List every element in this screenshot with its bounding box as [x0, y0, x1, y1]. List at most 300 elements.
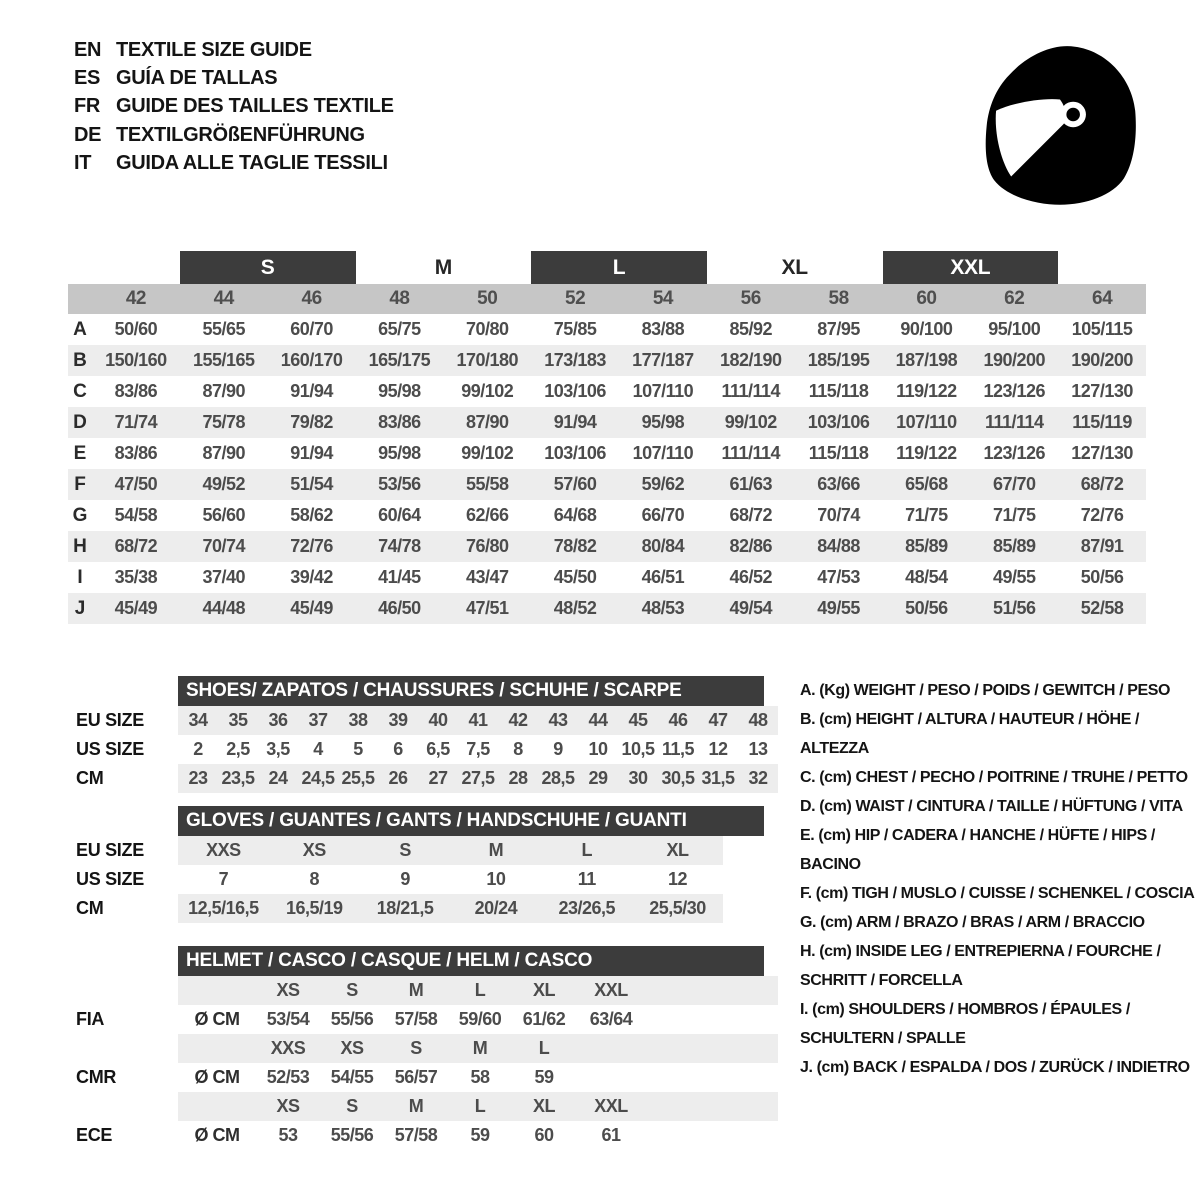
certification-label: FIA	[76, 1009, 105, 1029]
size-value: 160/170	[280, 350, 343, 370]
language-code: IT	[74, 152, 92, 175]
size-label: S	[346, 980, 358, 1000]
size-value: 79/82	[290, 412, 333, 432]
legend-entry: C. (cm) CHEST / PECHO / POITRINE / TRUHE / PETTO	[800, 769, 1188, 786]
size-value: 60	[534, 1125, 554, 1145]
size-value: 85/89	[992, 536, 1036, 556]
measurement-row-b	[68, 345, 1146, 376]
size-value: 6	[393, 739, 403, 759]
size-number-row	[68, 284, 1146, 314]
size-value: 68/72	[1080, 474, 1124, 494]
size-value: 28,5	[541, 768, 575, 788]
size-value: 64/68	[553, 505, 597, 525]
legend-entry: A. (Kg) WEIGHT / PESO / POIDS / GEWITCH / PESO	[800, 682, 1171, 699]
measurement-row-h	[68, 531, 1146, 562]
size-value: 103/106	[544, 443, 606, 463]
size-value: 103/106	[544, 381, 606, 401]
size-value: 27,5	[461, 768, 495, 788]
size-value: 27	[428, 768, 448, 788]
row-label: EU SIZE	[76, 840, 144, 860]
size-band-m: M	[434, 255, 452, 279]
measurement-row-a	[68, 314, 1146, 345]
title-line	[74, 150, 394, 178]
size-label: XL	[532, 980, 555, 1000]
size-value: 87/90	[202, 381, 246, 401]
table-row	[76, 764, 778, 793]
size-value: 177/187	[632, 350, 694, 370]
size-value: 6,5	[426, 739, 450, 759]
size-value: 107/110	[896, 412, 957, 432]
row-label	[76, 976, 178, 1005]
size-value: 32	[748, 768, 768, 788]
size-value: 51/56	[992, 598, 1036, 618]
size-value: 44/48	[202, 598, 246, 618]
size-value: 150/160	[105, 350, 167, 370]
size-label: L	[474, 1096, 486, 1116]
size-value: 85/89	[905, 536, 948, 556]
row-cells	[178, 1063, 778, 1092]
legend-entry: J. (cm) BACK / ESPALDA / DOS / ZURÜCK / INDIETRO	[800, 1059, 1190, 1076]
size-value: 23/26,5	[558, 898, 615, 918]
size-value: 3,5	[266, 739, 290, 759]
table-row	[76, 706, 778, 735]
corner-cell	[68, 284, 92, 314]
size-value: 2,5	[226, 739, 250, 759]
size-value: 47/50	[114, 474, 158, 494]
size-value: 25,5	[341, 768, 375, 788]
size-value: 87/90	[202, 443, 246, 463]
size-value: 127/130	[1071, 443, 1133, 463]
row-cells	[178, 976, 778, 1005]
size-value: 75/85	[553, 319, 597, 339]
size-value: 45/49	[290, 598, 333, 618]
row-letter: F	[74, 473, 86, 495]
row-label	[76, 1092, 178, 1121]
size-label: XXS	[270, 1038, 306, 1058]
size-value: 7	[218, 869, 229, 889]
size-value: 47/51	[465, 598, 509, 618]
size-value: 52/53	[266, 1067, 310, 1087]
size-value: M	[488, 840, 504, 860]
size-value: 43/47	[465, 567, 509, 587]
row-label: US SIZE	[76, 739, 144, 759]
size-value: 70/80	[465, 319, 509, 339]
size-column-header: 60	[916, 288, 937, 309]
size-value: 87/95	[817, 319, 860, 339]
row-cells	[178, 836, 723, 865]
size-value: 39	[388, 710, 408, 730]
size-value: 56/60	[202, 505, 246, 525]
size-value: 37	[308, 710, 328, 730]
size-value: 39/42	[290, 567, 333, 587]
size-value: 45	[628, 710, 648, 730]
size-value: 87/90	[465, 412, 509, 432]
size-value: 67/70	[992, 474, 1036, 494]
apparel-size-rows	[68, 314, 1146, 624]
title-line	[74, 36, 394, 64]
row-cells	[178, 865, 723, 894]
size-value: XL	[666, 840, 689, 860]
size-label: XS	[276, 1096, 300, 1116]
size-value: 71/74	[114, 412, 158, 432]
size-value: 4	[313, 739, 323, 759]
size-band-l: L	[531, 251, 707, 284]
size-value: 61	[601, 1125, 621, 1145]
size-value: 53/56	[378, 474, 421, 494]
size-value: 7,5	[466, 739, 490, 759]
size-value: 44	[588, 710, 608, 730]
row-label: CM	[76, 768, 104, 788]
size-value: 83/86	[114, 381, 158, 401]
row-cells	[178, 1092, 778, 1121]
size-value: 78/82	[553, 536, 597, 556]
size-value: 12	[668, 869, 688, 889]
size-value: 5	[353, 739, 363, 759]
shoes-size-table	[76, 676, 778, 793]
size-value: 9	[553, 739, 563, 759]
size-value: 119/122	[896, 443, 957, 463]
size-value: 41	[468, 710, 488, 730]
size-value: 83/88	[641, 319, 685, 339]
size-value: 10,5	[621, 739, 655, 759]
row-cells	[178, 764, 778, 793]
size-value: 115/118	[808, 443, 869, 463]
size-value: 111/114	[984, 412, 1044, 432]
title-line	[74, 121, 394, 149]
size-value: 82/86	[729, 536, 773, 556]
measurement-row-d	[68, 407, 1146, 438]
size-value: 59/60	[458, 1009, 502, 1029]
size-column-header: 52	[565, 288, 586, 309]
size-value: 155/165	[192, 350, 255, 370]
size-value: 70/74	[817, 505, 860, 525]
size-value: 75/78	[202, 412, 246, 432]
size-value: 58/62	[290, 505, 333, 525]
row-cells	[178, 735, 778, 764]
size-value: 59	[470, 1125, 490, 1145]
size-value: 47/53	[817, 567, 860, 587]
size-value: 68/72	[729, 505, 773, 525]
size-value: 49/55	[817, 598, 860, 618]
row-label: CM	[76, 898, 104, 918]
size-value: 111/114	[721, 381, 781, 401]
size-value: 90/100	[900, 319, 953, 339]
table-row	[76, 894, 778, 923]
size-value: 190/200	[1071, 350, 1133, 370]
size-value: 43	[548, 710, 568, 730]
title-language-list	[74, 36, 394, 178]
size-column-header: 56	[740, 288, 761, 309]
size-column-header: 42	[125, 288, 146, 309]
size-value: 55/56	[330, 1009, 374, 1029]
legend-entry: G. (cm) ARM / BRAZO / BRAS / ARM / BRACCIO	[800, 914, 1145, 931]
size-value: 63/66	[817, 474, 860, 494]
size-value: 45/49	[114, 598, 158, 618]
size-value: 13	[748, 739, 768, 759]
size-value: 65/75	[378, 319, 421, 339]
size-band-xl: XL	[781, 255, 808, 279]
measurement-legend	[800, 676, 1200, 1082]
size-value: 60/70	[290, 319, 333, 339]
size-value: 12	[708, 739, 728, 759]
size-band-row	[68, 251, 1146, 284]
size-value: 10	[486, 869, 506, 889]
size-label: M	[408, 1096, 424, 1116]
table-row	[76, 865, 778, 894]
size-value: 91/94	[553, 412, 597, 432]
size-label: XS	[340, 1038, 364, 1058]
row-letter: E	[73, 442, 87, 464]
size-column-header: 64	[1092, 288, 1113, 309]
legend-entry: F. (cm) TIGH / MUSLO / CUISSE / SCHENKEL / COSCIA	[800, 885, 1195, 902]
size-value: 37/40	[202, 567, 246, 587]
size-value: 87/91	[1080, 536, 1124, 556]
size-value: 9	[400, 869, 410, 889]
size-value: 50/60	[114, 319, 158, 339]
size-value: 59/62	[641, 474, 685, 494]
table-row	[76, 735, 778, 764]
size-value: 45/50	[553, 567, 597, 587]
unit-label: Ø CM	[194, 1009, 240, 1029]
size-value: 65/68	[905, 474, 948, 494]
size-value: 95/98	[641, 412, 685, 432]
measurement-row-i	[68, 562, 1146, 593]
size-value: 31,5	[701, 768, 735, 788]
size-value: 61/62	[522, 1009, 566, 1029]
size-value: 70/74	[202, 536, 246, 556]
size-value: 127/130	[1071, 381, 1133, 401]
row-cells	[178, 1034, 778, 1063]
row-letter: J	[74, 597, 86, 619]
size-label: S	[410, 1038, 422, 1058]
size-value: 11	[577, 869, 596, 889]
title-text: TEXTILE SIZE GUIDE	[116, 38, 312, 61]
size-value: 57/58	[394, 1009, 438, 1029]
size-value: 38	[348, 710, 368, 730]
size-value: 41/45	[378, 567, 421, 587]
title-line	[74, 64, 394, 92]
helmet-sizes-row	[76, 976, 778, 1005]
size-value: 54/58	[114, 505, 158, 525]
size-value: 61/63	[729, 474, 773, 494]
size-value: 46	[668, 710, 688, 730]
measurement-row-e	[68, 438, 1146, 469]
size-value: 20/24	[474, 898, 518, 918]
size-value: 107/110	[632, 381, 694, 401]
size-value: 95/100	[988, 319, 1041, 339]
helmet-sizes-row	[76, 1034, 778, 1063]
size-value: 12,5/16,5	[188, 898, 259, 918]
size-column-header: 44	[213, 288, 234, 309]
row-letter: B	[73, 349, 87, 371]
size-label: M	[472, 1038, 488, 1058]
measurement-row-f	[68, 469, 1146, 500]
size-value: 111/114	[721, 443, 781, 463]
size-value: 8	[513, 739, 523, 759]
size-value: 53	[278, 1125, 298, 1145]
size-value: 123/126	[983, 381, 1046, 401]
helmet-table-header: HELMET / CASCO / CASQUE / HELM / CASCO	[178, 946, 764, 976]
size-value: 34	[188, 710, 208, 730]
size-label: XL	[532, 1096, 555, 1116]
shoes-table-header: SHOES/ ZAPATOS / CHAUSSURES / SCHUHE / SCARPE	[178, 676, 764, 706]
size-value: 36	[268, 710, 288, 730]
helmet-size-table	[76, 946, 778, 1150]
size-value: 50/56	[1080, 567, 1124, 587]
row-label	[76, 1034, 178, 1063]
title-text: GUÍA DE TALLAS	[116, 67, 278, 90]
size-value: 29	[588, 768, 608, 788]
language-code: EN	[74, 38, 102, 61]
size-value: 11,5	[661, 739, 695, 759]
size-band-s: S	[180, 251, 356, 284]
table-row	[76, 836, 778, 865]
gloves-size-table	[76, 806, 778, 923]
racing-helmet-icon	[966, 28, 1154, 216]
measurement-row-g	[68, 500, 1146, 531]
size-value: 10	[588, 739, 608, 759]
size-value: 42	[508, 710, 528, 730]
certification-label: ECE	[76, 1125, 113, 1145]
size-value: 76/80	[465, 536, 509, 556]
row-label: US SIZE	[76, 869, 144, 889]
size-value: 66/70	[641, 505, 685, 525]
size-value: L	[581, 840, 592, 860]
size-value: 49/52	[202, 474, 246, 494]
size-value: 18/21,5	[376, 898, 434, 918]
size-value: 95/98	[378, 443, 421, 463]
size-value: 95/98	[378, 381, 421, 401]
measurement-row-c	[68, 376, 1146, 407]
size-value: S	[399, 840, 411, 860]
legend-entry: I. (cm) SHOULDERS / HOMBROS / ÉPAULES / SCHULTERN / SPALLE	[800, 1001, 1130, 1047]
size-value: 56/57	[394, 1067, 438, 1087]
size-value: 99/102	[461, 381, 514, 401]
size-value: 72/76	[290, 536, 333, 556]
size-value: 68/72	[114, 536, 158, 556]
helmet-values-row	[76, 1005, 778, 1034]
size-value: 47	[708, 710, 728, 730]
size-value: 119/122	[896, 381, 957, 401]
size-value: 54/55	[330, 1067, 374, 1087]
unit-label: Ø CM	[194, 1067, 240, 1087]
size-column-header: 48	[389, 288, 410, 309]
apparel-size-table	[68, 251, 1146, 624]
size-value: 103/106	[807, 412, 870, 432]
size-value: 91/94	[290, 381, 333, 401]
size-value: 49/55	[992, 567, 1036, 587]
size-column-header: 62	[1004, 288, 1025, 309]
row-letter: I	[77, 566, 83, 588]
size-value: 55/58	[465, 474, 509, 494]
size-value: 63/64	[589, 1009, 633, 1029]
size-value: 60/64	[378, 505, 421, 525]
size-label: XXL	[594, 980, 628, 1000]
size-value: 58	[470, 1067, 490, 1087]
row-label: EU SIZE	[76, 710, 144, 730]
size-value: 48/52	[553, 598, 597, 618]
size-value: 55/56	[330, 1125, 374, 1145]
size-value: 57/58	[394, 1125, 438, 1145]
size-column-header: 54	[652, 288, 673, 309]
size-value: 50/56	[905, 598, 948, 618]
size-value: 99/102	[724, 412, 777, 432]
legend-entry: D. (cm) WAIST / CINTURA / TAILLE / HÜFTUNG / VITA	[800, 798, 1183, 815]
language-code: DE	[74, 123, 102, 146]
size-value: 115/118	[808, 381, 869, 401]
title-text: TEXTILGRÖßENFÜHRUNG	[116, 123, 365, 146]
size-value: 123/126	[983, 443, 1046, 463]
row-letter: C	[73, 380, 87, 402]
size-value: 40	[428, 710, 448, 730]
size-value: XS	[302, 840, 326, 860]
size-value: 83/86	[114, 443, 158, 463]
size-value: 187/198	[895, 350, 958, 370]
helmet-values-row	[76, 1063, 778, 1092]
row-letter: G	[72, 504, 88, 526]
size-value: 173/183	[544, 350, 606, 370]
size-value: 74/78	[378, 536, 421, 556]
size-value: 84/88	[817, 536, 860, 556]
title-line	[74, 93, 394, 121]
size-label: L	[538, 1038, 550, 1058]
measurement-row-j	[68, 593, 1146, 624]
size-value: 16,5/19	[285, 898, 343, 918]
size-value: 190/200	[983, 350, 1046, 370]
row-letter: A	[73, 318, 87, 340]
size-value: 46/50	[378, 598, 421, 618]
title-text: GUIDE DES TAILLES TEXTILE	[116, 95, 394, 118]
size-value: 8	[309, 869, 319, 889]
title-text: GUIDA ALLE TAGLIE TESSILI	[116, 152, 388, 175]
size-value: 105/115	[1071, 319, 1133, 339]
size-label: XS	[276, 980, 300, 1000]
size-value: 28	[508, 768, 528, 788]
size-value: 71/75	[992, 505, 1036, 525]
size-value: 59	[534, 1067, 554, 1087]
size-value: 85/92	[729, 319, 773, 339]
size-label: S	[346, 1096, 358, 1116]
size-value: 24,5	[301, 768, 335, 788]
size-value: 46/51	[641, 567, 685, 587]
row-cells	[178, 1005, 778, 1034]
size-value: 115/119	[1072, 412, 1132, 432]
size-value: 91/94	[290, 443, 333, 463]
helmet-values-row	[76, 1121, 778, 1150]
row-cells	[178, 1121, 778, 1150]
size-label: XXL	[594, 1096, 628, 1116]
gloves-table-header: GLOVES / GUANTES / GANTS / HANDSCHUHE / GUANTI	[178, 806, 764, 836]
size-value: 48/54	[905, 567, 948, 587]
certification-label: CMR	[76, 1067, 117, 1087]
size-value: 51/54	[290, 474, 333, 494]
row-cells	[178, 706, 778, 735]
size-value: 185/195	[807, 350, 870, 370]
size-value: 26	[388, 768, 408, 788]
size-value: 30,5	[661, 768, 695, 788]
size-label: M	[408, 980, 424, 1000]
size-value: 53/54	[266, 1009, 310, 1029]
size-value: 46/52	[729, 567, 773, 587]
size-label: L	[474, 980, 486, 1000]
size-value: 71/75	[905, 505, 948, 525]
legend-entry: H. (cm) INSIDE LEG / ENTREPIERNA / FOURCHE / SCHRITT / FORCELLA	[800, 943, 1161, 989]
size-value: 52/58	[1080, 598, 1124, 618]
size-value: 24	[268, 768, 288, 788]
size-value: 48/53	[641, 598, 685, 618]
size-column-header: 50	[477, 288, 498, 309]
size-value: 80/84	[641, 536, 685, 556]
